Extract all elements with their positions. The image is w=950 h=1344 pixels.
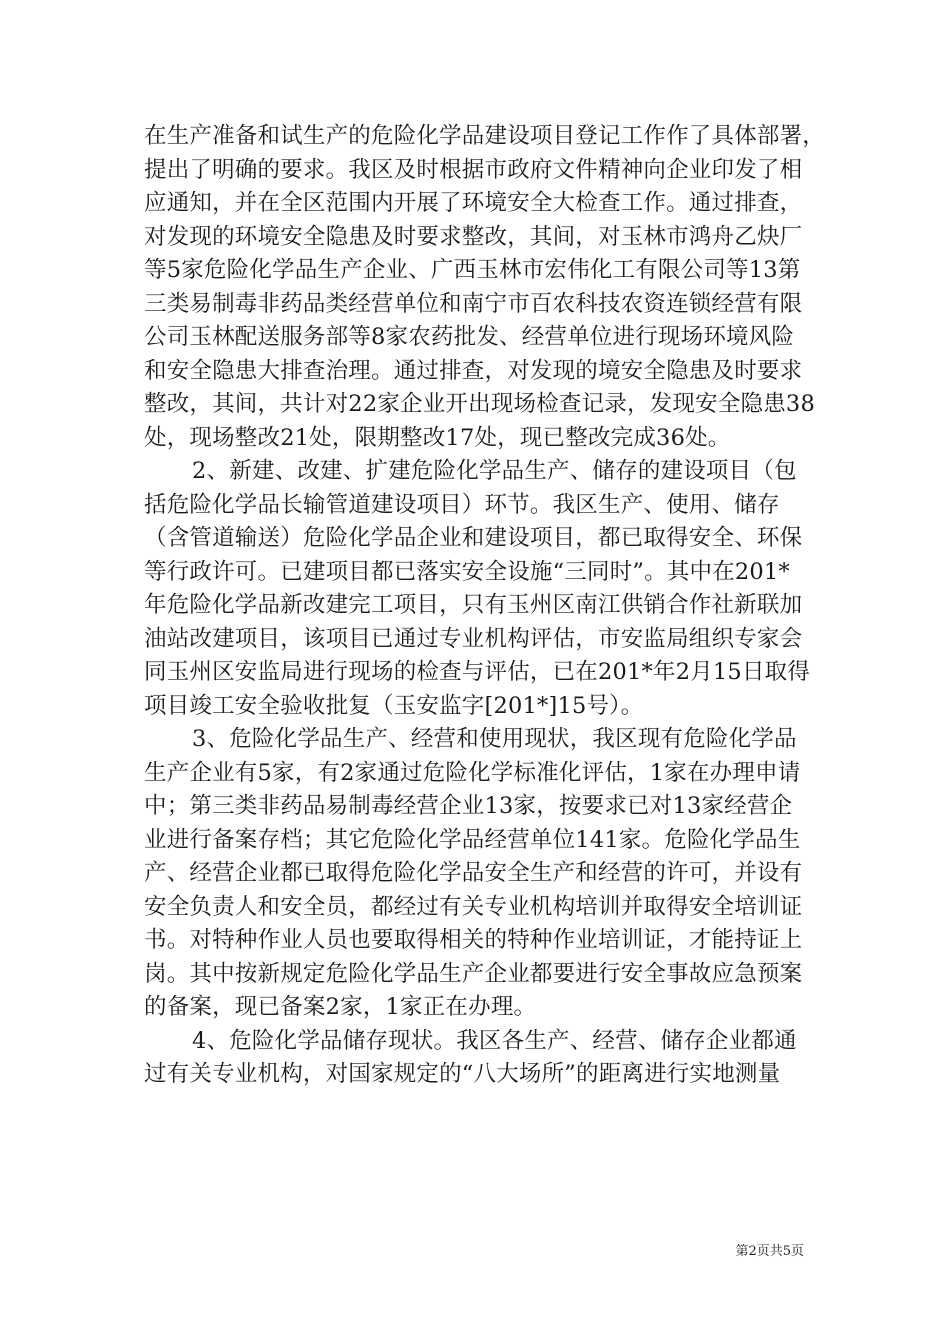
text-line: 安全负责人和安全员，都经过有关专业机构培训并取得安全培训证 — [144, 893, 803, 920]
text-line: 括危险化学品长输管道建设项目）环节。我区生产、使用、储存 — [144, 491, 780, 518]
text-line: 的备案，现已备案2家，1家正在办理。 — [144, 994, 537, 1020]
text-line: 2、新建、改建、扩建危险化学品生产、储存的建设项目（包 — [192, 458, 797, 484]
paragraph-3 — [144, 723, 812, 1025]
text-line: 三类易制毒非药品类经营单位和南宁市百农科技农资连锁经营有限 — [144, 290, 803, 317]
text-line: 年危险化学品新改建完工项目，只有玉州区南江供销合作社新联加 — [144, 592, 803, 618]
document-body — [144, 120, 826, 1092]
text-line: 公司玉林配送服务部等8家农药批发、经营单位进行现场环境风险 — [144, 324, 795, 350]
text-line: 在生产准备和试生产的危险化学品建设项目登记工作作了具体部署， — [144, 123, 826, 149]
text-line: 和安全隐患大排查治理。通过排查，对发现的境安全隐患及时要求 — [144, 357, 803, 384]
paragraph-2 — [144, 455, 812, 723]
text-line: 同玉州区安监局进行现场的检查与评估，已在201*年2月15日取得 — [144, 659, 811, 685]
page-number-footer: 第2页共5页 — [735, 1244, 804, 1259]
text-line: 生产企业有5家，有2家通过危险化学标准化评估，1家在办理申请 — [144, 759, 801, 786]
text-line: 处，现场整改21处，限期整改17处，现已整改完成36处。 — [144, 424, 731, 451]
paragraph-4 — [144, 1025, 812, 1092]
text-line: 岗。其中按新规定危险化学品生产企业都要进行安全事故应急预案 — [144, 960, 803, 987]
text-line: 整改，其间，共计对22家企业开出现场检查记录，发现安全隐患38 — [144, 391, 815, 417]
text-line: 3、危险化学品生产、经营和使用现状，我区现有危险化学品 — [192, 726, 797, 752]
text-line: 油站改建项目，该项目已通过专业机构评估，市安监局组织专家会 — [144, 625, 803, 652]
text-line: 4、危险化学品储存现状。我区各生产、经营、储存企业都通 — [192, 1027, 797, 1054]
paragraph-1 — [144, 120, 826, 455]
text-line: 提出了明确的要求。我区及时根据市政府文件精神向企业印发了相 — [144, 156, 803, 183]
text-line: 项目竣工安全验收批复（玉安监字[201*]15号）。 — [144, 692, 644, 719]
text-line: 应通知，并在全区范围内开展了环境安全大检查工作。通过排查， — [144, 190, 803, 216]
text-line: 产、经营企业都已取得危险化学品安全生产和经营的许可，并设有 — [144, 860, 803, 886]
text-line: 等行政许可。已建项目都已落实安全设施“三同时”。其中在201* — [144, 558, 790, 585]
text-line: 中；第三类非药品易制毒经营企业13家，按要求已对13家经营企 — [144, 793, 793, 819]
text-line: 等5家危险化学品生产企业、广西玉林市宏伟化工有限公司等13第 — [144, 257, 801, 283]
text-line: 过有关专业机构，对国家规定的“八大场所”的距离进行实地测量 — [144, 1061, 781, 1087]
text-line: 业进行备案存档；其它危险化学品经营单位141家。危险化学品生 — [144, 826, 801, 853]
text-line: （含管道输送）危险化学品企业和建设项目，都已取得安全、环保 — [144, 525, 803, 551]
text-line: 书。对特种作业人员也要取得相关的特种作业培训证，才能持证上 — [144, 927, 803, 953]
text-line: 对发现的环境安全隐患及时要求整改，其间，对玉林市鸿舟乙炔厂 — [144, 223, 803, 250]
